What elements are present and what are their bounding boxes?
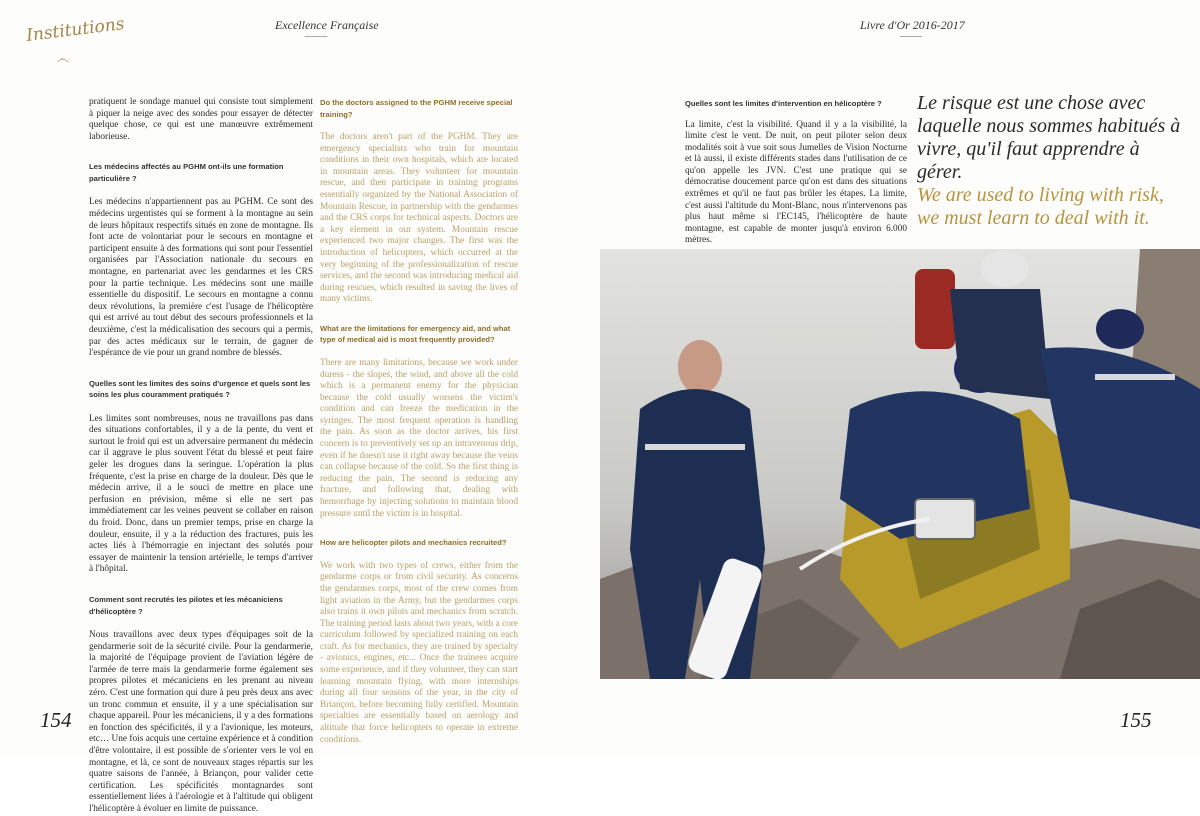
flourish-ornament-icon: ෴ <box>56 52 70 67</box>
page-number: 155 <box>1120 708 1152 732</box>
english-answer-1: The doctors aren't part of the PGHM. They are emergency specialists who train for mountain conditions in their own hospitals, which are located in mountain areas. They volunteer for mountain rescue, and then participate in training programs essentially organized by the National Association of Mountain Rescue, in partnership with the gendarmes and the CRS corps for technical aspects. Doctors are a key element in our system. Mountain rescue experienced two major changes. The first was the introduction of helicopters, which occurred at the very beginning of the professionalization of rescue services, and the second was introducing medical aid during rescues, which resulted in saving the lives of many victims. <box>320 132 518 305</box>
page-number: 154 <box>40 708 72 732</box>
rescue-photo <box>600 249 1200 679</box>
pull-quote-english: We are used to living with risk, we must learn to deal with it. <box>917 184 1164 229</box>
section-tag: Institutions <box>25 14 126 46</box>
french-column <box>89 97 313 816</box>
french-column <box>685 98 907 247</box>
french-answer-2: Les limites sont nombreuses, nous ne travaillons pas dans des situations confortables, il y a de la pente, du vent et surtout le froid qui est un adversaire permanent du médecin car il aggrave le plus souvent l'état du blessé et peut faire geler les drogues dans la seringue. L'opération la plus fréquente, c'est la prise en charge de la douleur. Dès que le médecin arrive, il a le souci de mettre en place une perfusion en prévision, même si elle ne sert pas immédiatement car les veines peuvent se collaber en raison du froid. Donc, dans un premier temps, prise en charge la douleur, ensuite, il y a la réduction des fractures, puis les actes liés à l'hémorragie en injectant des solutés pour essayer de maintenir la tension artérielle, le temps d'arriver à l'hôpital. <box>89 413 313 575</box>
right-page <box>600 0 1200 757</box>
french-question: Quelles sont les limites d'intervention en hélicoptère ? <box>685 99 882 108</box>
header-rule <box>900 36 922 37</box>
french-answer: La limite, c'est la visibilité. Quand il y a la visibilité, la limite c'est le vent. De nuit, on peut piloter selon deux modalités soit à vue soit sous Jumelles de Vision Nocturne et là aussi, il existe différents stades dans l'utilisation de ce qu'on appelle les JVN. C'est une pratique qui se démocratise doucement parce qu'on est dans des situations extrêmes et qu'il ne faut pas brûler les étapes. La limite, c'est aussi l'altitude du Mont-Blanc, nous n'intervenons pas plus haut même si l'EC145, l'hélicoptère de haute montagne, est capable de monter jusqu'à environ 6.000 mètres. <box>685 119 907 246</box>
french-answer-1: Les médecins n'appartiennent pas au PGHM. Ce sont des médecins urgentistes qui se forment à la montagne au sein de leurs hôpitaux respectifs situés en zone de montagne. Ils font acte de volontariat pour le secours en montagne et participent ensuite à des formations qui sont pour l'essentiel organisées par l'Association nationale du secours en montagne, en partenariat avec les gendarmes et les CRS pour la partie technique. Les médecins sont une maille essentielle du dispositif. Le secours en montagne a connu deux révolutions, la première c'est l'usage de l'hélicoptère qui est arrivé au tout début des secours professionnels et la deuxième, c'est la médicalisation des secours qui a permis, par des actes médicaux sur le terrain, de gagner de l'espérance de vie pour un grand nombre de blessés. <box>89 197 313 359</box>
pull-quote-french: Le risque est une chose avec laquelle nous sommes habitués à vivre, qu'il faut apprendre à gérer. <box>917 92 1181 183</box>
header-rule <box>305 36 327 37</box>
english-question-3: How are helicopter pilots and mechanics recruited? <box>320 538 507 548</box>
french-question-1: Les médecins affectés au PGHM ont-ils une formation particulière ? <box>89 162 284 183</box>
english-question-2: What are the limitations for emergency aid, and what type of medical aid is most frequently provided? <box>320 323 511 345</box>
english-column <box>320 97 518 746</box>
french-intro: pratiquent le sondage manuel qui consiste tout simplement à piquer la neige avec des sondes pour essayer de détecter quelque chose, ce qui est une manœuvre extrêmement laborieuse. <box>89 97 313 142</box>
english-answer-2: There are many limitations, because we work under duress - the slopes, the wind, and above all the cold which is a permanent enemy for the physician because the cold usually worsens the victim's condition and can freeze the medication in the syringes. The most frequent operation is handling the pain. As soon as the doctor arrives, his first concern is to preventively set up an intravenous drip, even if he doesn't use it right away because the veins can collapse because of the cold. So the first thing is reducing the pain. The second is reducing any fracture, and following that, dealing with hemorrhage by injecting solutions to maintain blood pressure until the victim is in hospital. <box>320 357 518 519</box>
french-question-3: Comment sont recrutés les pilotes et les mécaniciens d'hélicoptère ? <box>89 595 283 616</box>
french-question-2: Quelles sont les limites des soins d'urgence et quels sont les soins les plus couramment pratiqués ? <box>89 378 311 400</box>
running-head: Excellence Française <box>275 18 379 32</box>
running-head: Livre d'Or 2016-2017 <box>860 18 965 32</box>
french-answer-3: Nous travaillons avec deux types d'équipages soit de la gendarmerie soit de la sécurité civile. Pour la gendarmerie, la majorité de l'équipage provient de l'aviation légère de l'armée de terre mais la gendarmerie forme également ses propres pilotes et mécaniciens en les prenant au niveau zéro. C'est une formation qui dure à peu près deux ans avec un tronc commun et ensuite, il y a une spécialisation sur chaque appareil. Pour les mécaniciens, il y a des formations en fonction des spécificités, il y a l'avionique, les moteurs, etc… Une fois acquis une certaine expérience et à condition d'être volontaire, il est possible de s'orienter vers le vol en montagne, et là, ce sont de nouveaux stages répartis sur les quatre saisons de l'année, à Briançon, pour valider cette certification. Les spécificités montagnardes sont essentiellement liées à l'aérologie et à l'altitude qui obligent l'hélicoptère à évoluer en limite de puissance. <box>89 630 313 814</box>
left-page <box>0 0 600 814</box>
english-question-1: Do the doctors assigned to the PGHM receive special training? <box>320 98 513 119</box>
english-answer-3: We work with two types of crews, either from the gendarme corps or from civil security. As concerns the gendarmes corps, most of the crew comes from light aviation in the Army, but the gendarmes corps also trains it own pilots and mechanics from scratch. The training period lasts about two years, with a core curriculum followed by specialized training on each craft. As for mechanics, they are trained by specialty - avionics, engines, etc... Once the trainees acquire some experience, and if they volunteer, they can start learning mountain flying, with more internships during all four seasons of the year, in the city of Briançon, before becoming fully certified. Mountain specialties are essentially based on aerology and altitude that force helicopters to operate in extreme conditions. <box>320 560 518 745</box>
